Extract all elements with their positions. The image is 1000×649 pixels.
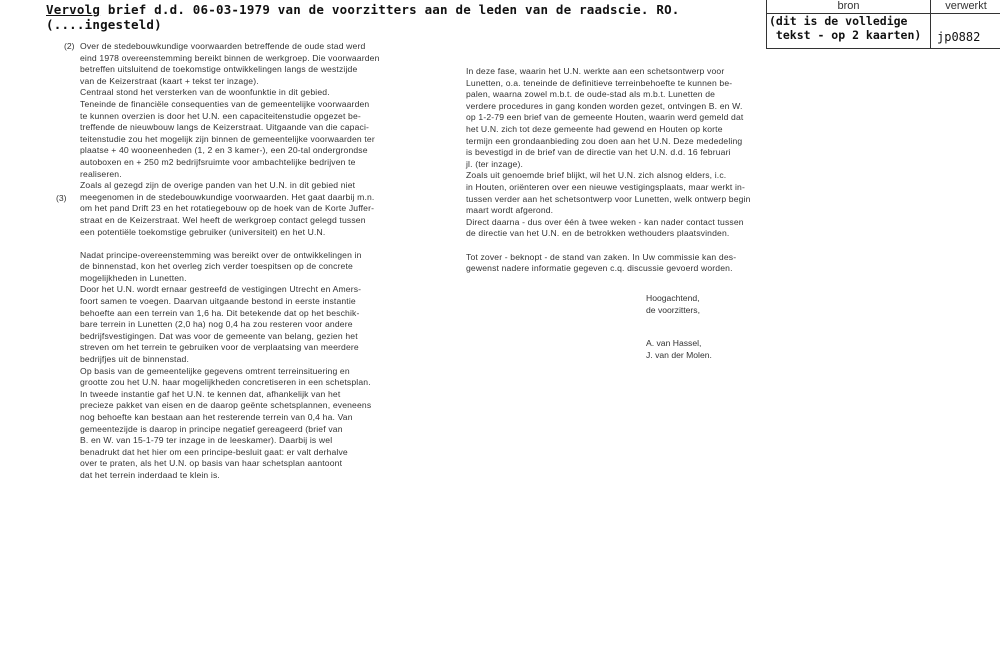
- signatories: [646, 338, 712, 361]
- text-line: verdere procedures in gang konden worden gezet, ontvingen B. en W.: [466, 100, 743, 111]
- header-subtitle: (....ingesteld): [46, 17, 162, 32]
- text-line: jl. (ter inzage).: [466, 158, 523, 169]
- text-line: Centraal stond het versterken van de woonfunktie in dit gebied.: [80, 87, 330, 98]
- text-line: Lunetten, o.a. teneinde de definitieve terreinbehoefte te kunnen be-: [466, 77, 733, 88]
- box-divider: [930, 0, 931, 48]
- bron-label: bron: [767, 0, 930, 14]
- text-line: eind 1978 overeenstemming bereikt binnen de werkgroep. Die voorwaarden: [80, 52, 380, 63]
- closing-greeting: [646, 293, 700, 316]
- paragraph-gap: [80, 238, 410, 250]
- text-line: dat het terrein inderdaad te klein is.: [80, 469, 220, 480]
- text-line: Zoals al gezegd zijn de overige panden van het U.N. in dit gebied niet: [80, 180, 356, 191]
- text-line: foort samen te voegen. Daarvan uitgaande bestond in eerste instantie: [80, 296, 356, 307]
- paragraph-marker-2: (2): [64, 41, 75, 51]
- text-line: In tweede instantie gaf het U.N. te kennen dat, afhankelijk van het: [80, 388, 341, 399]
- text-line: Over de stedebouwkundige voorwaarden betreffende de oude stad werd: [80, 41, 366, 51]
- document-code: jp0882: [937, 30, 981, 44]
- left-paragraph-2: [80, 250, 410, 482]
- text-line: gewenst nadere informatie gegeven c.q. discussie gevoerd worden.: [466, 263, 733, 274]
- text-line: straat en de Keizerstraat. Wel heeft de werkgroep contact gelegd tussen: [80, 214, 366, 225]
- source-box: [766, 0, 1000, 49]
- paragraph-gap: [466, 240, 786, 252]
- text-line: in Houten, oriënteren over een nieuwe vestigingsplaats, maar werkt in-: [466, 181, 745, 192]
- text-line: teitenstudie zou het mogelijk zijn binnen de gemeentelijke voorwaarden ter: [80, 133, 375, 144]
- text-line: benadrukt dat het hier om een principe-besluit gaat: er valt derhalve: [80, 446, 348, 457]
- text-line: realiseren.: [80, 168, 122, 179]
- header-title-text: brief d.d. 06-03-1979 van de voorzitters aan de leden van de raadscie. RO.: [100, 2, 680, 17]
- header-prefix: Vervolg: [46, 2, 101, 17]
- text-line: Direct daarna - dus over één à twee weken - kan nader contact tussen: [466, 216, 744, 227]
- text-line: betreffen uitsluitend de toekomstige ontwikkelingen langs de westzijde: [80, 64, 358, 75]
- text-line: streven om het terrein te gebruiken voor de verplaatsing van meerdere: [80, 342, 359, 353]
- text-line: behoefte aan een terrein van 1,6 ha. Dit betekende dat op het beschik-: [80, 307, 360, 318]
- text-line: autoboxen en + 250 m2 bedrijfsruimte voor ambachtelijke bedrijven te: [80, 156, 356, 167]
- text-line: mogelijkheden in Lunetten.: [80, 272, 187, 283]
- signer-2: J. van der Molen.: [646, 349, 712, 360]
- text-line: Op basis van de gemeentelijke gegevens omtrent terreinsituering en: [80, 365, 350, 376]
- text-line: treffende de nieuwbouw langs de Keizerstraat. Uitgaande van die capaci-: [80, 122, 370, 133]
- text-line: B. en W. van 15-1-79 ter inzage in de leeskamer). Daarbij is wel: [80, 435, 333, 446]
- text-line: meegenomen in de stedebouwkundige voorwaarden. Het gaat daarbij m.n.: [80, 191, 375, 202]
- text-line: bedrijfjes uit de binnenstad.: [80, 354, 189, 365]
- text-line: de binnenstad, kon het overleg zich verder toespitsen op de concrete: [80, 261, 353, 272]
- text-line: om het pand Drift 23 en het rotatiegebouw op de hoek van de Korte Juffer-: [80, 203, 375, 214]
- paragraph-marker-3: (3): [56, 193, 67, 203]
- source-note: (dit is de volledige tekst - op 2 kaarten): [769, 14, 922, 42]
- right-paragraph-2: [466, 252, 786, 275]
- text-line: van de Keizerstraat (kaart + tekst ter inzage).: [80, 75, 259, 86]
- text-line: precieze pakket van eisen en de daarop geënte schetsplannen, eveneens: [80, 400, 372, 411]
- text-line: Zoals uit genoemde brief blijkt, wil het U.N. zich alsnog elders, i.c.: [466, 170, 727, 181]
- text-line: bare terrein in Lunetten (2,0 ha) nog 0,4 ha zou resteren voor andere: [80, 319, 353, 330]
- text-line: bedrijfsvestigingen. Dat was voor de gemeente van belang, gezien het: [80, 330, 358, 341]
- text-line: is bevestigd in de brief van de directie van het U.N. d.d. 16 februari: [466, 147, 731, 158]
- text-line: maart wordt afgerond.: [466, 205, 554, 216]
- text-line: plaatse + 40 wooneenheden (1, 2 en 3 kamer-), een 20-tal ondergrondse: [80, 145, 368, 156]
- text-line: een potentiële toekomstige gebruiker (universiteit) en het U.N.: [80, 226, 326, 237]
- text-line: Tot zover - beknopt - de stand van zaken. In Uw commissie kan des-: [466, 251, 737, 262]
- text-line: Door het U.N. wordt ernaar gestreefd de vestigingen Utrecht en Amers-: [80, 284, 362, 295]
- greeting-line-1: Hoogachtend,: [646, 293, 700, 303]
- text-line: Nadat principe-overeenstemming was bereikt over de ontwikkelingen in: [80, 249, 362, 260]
- greeting-line-2: de voorzitters,: [646, 304, 700, 315]
- left-column: [80, 41, 410, 482]
- left-paragraph-1: [80, 41, 410, 238]
- text-line: gemeentezijde is daarop in principe negatief gereageerd (brief van: [80, 423, 343, 434]
- text-line: grootte zou het U.N. haar mogelijkheden concretiseren in een schetsplan.: [80, 377, 371, 388]
- text-line: op 1-2-79 een brief van de gemeente Houten, waarin werd gemeld dat: [466, 112, 744, 123]
- text-line: termijn een grondaanbieding zou doen aan het U.N. Deze mededeling: [466, 135, 743, 146]
- right-column: [466, 66, 786, 275]
- text-line: palen, waarna zowel m.b.t. de oude-stad als m.b.t. Lunetten de: [466, 89, 716, 100]
- signer-1: A. van Hassel,: [646, 338, 702, 348]
- text-line: te kunnen overzien is door het U.N. een capaciteitenstudie opgezet be-: [80, 110, 361, 121]
- verwerkt-label: verwerkt: [931, 0, 1000, 14]
- document-header: [46, 2, 680, 32]
- right-paragraph-1: [466, 66, 786, 240]
- text-line: Teneinde de financiële consequenties van de gemeentelijke voorwaarden: [80, 98, 370, 109]
- text-line: over te praten, als het U.N. op basis van haar schetsplan aantoont: [80, 458, 343, 469]
- text-line: de directie van het U.N. en de betrokken wethouders plaatsvinden.: [466, 228, 730, 239]
- text-line: In deze fase, waarin het U.N. werkte aan een schetsontwerp voor: [466, 66, 725, 76]
- text-line: tussen verder aan het schetsontwerp voor Lunetten, welk ontwerp begin: [466, 193, 751, 204]
- text-line: het U.N. zich tot deze gemeente had gewend en Houten op korte: [466, 123, 723, 134]
- text-line: nog behoefte kan bestaan aan het resterende terrein van 0,4 ha. Van: [80, 412, 353, 422]
